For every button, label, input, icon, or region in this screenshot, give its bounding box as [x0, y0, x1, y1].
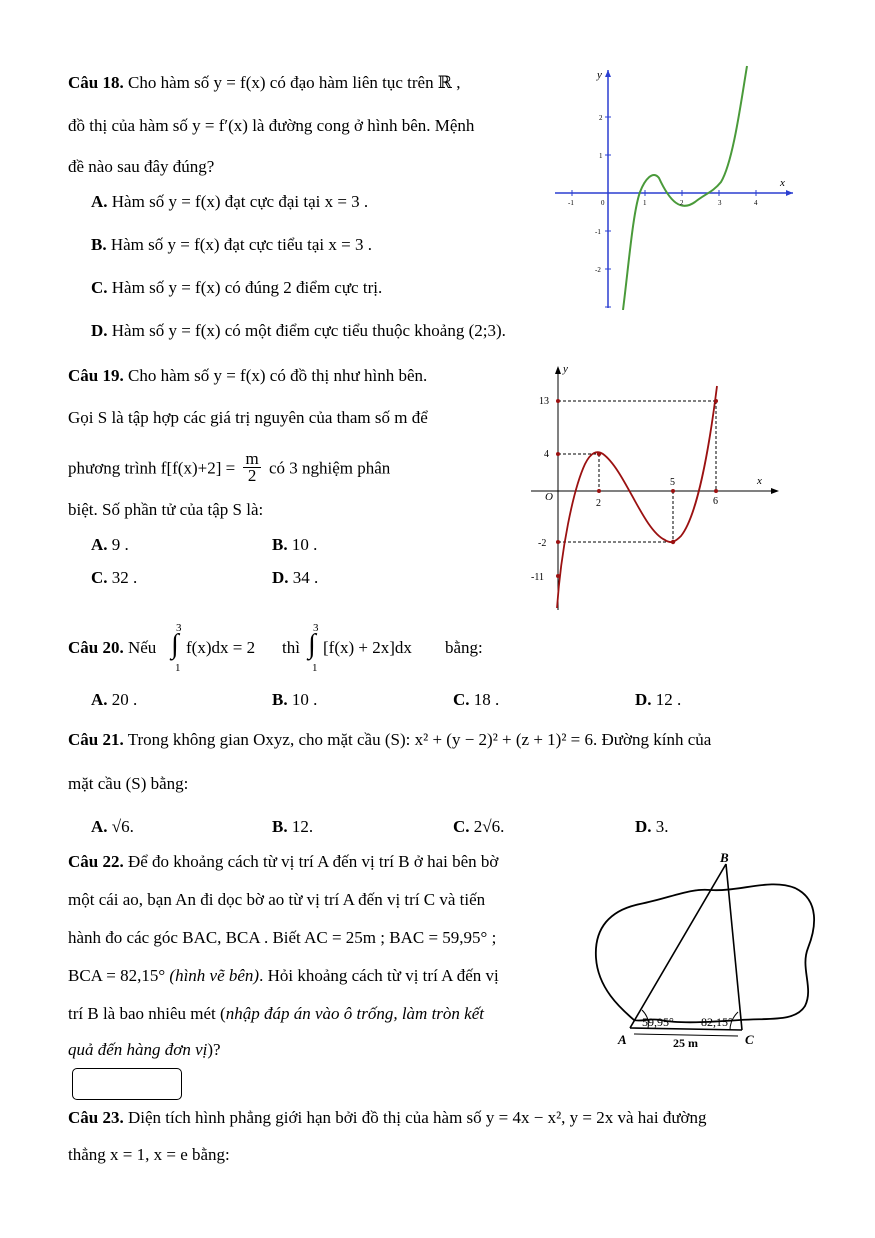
q19-option-b[interactable]: [272, 535, 317, 555]
q19-y-axis-label: y: [563, 363, 568, 375]
q18-x-tick-3: 3: [718, 199, 722, 207]
q20-option-c-text: 18 .: [473, 690, 500, 709]
q21-option-a-key: A.: [91, 817, 108, 836]
q20-option-d[interactable]: [635, 690, 681, 710]
q20-pre: Nếu: [127, 638, 157, 657]
q19-line1: [68, 366, 427, 386]
q18-line1: [68, 73, 460, 93]
q20-int1-lower: 1: [175, 662, 181, 674]
q18-option-d[interactable]: [91, 321, 506, 341]
q22-line5: [68, 1004, 484, 1024]
q18-option-a-text: Hàm số y = f(x) đạt cực đại tại x = 3 .: [111, 192, 369, 211]
q22-text-5b: nhập đáp án vào ô trống, làm tròn kết: [225, 1004, 484, 1023]
q18-x-tick-1: 1: [643, 199, 647, 207]
q19-option-a[interactable]: [91, 535, 129, 555]
q22-figure: [590, 848, 820, 1054]
q22-text-6a: quả đến hàng đơn vị: [68, 1040, 208, 1059]
q18-y-tick-2: 2: [599, 114, 603, 122]
q20-integral-1: [170, 622, 186, 672]
q19-x-axis-label: x: [757, 475, 762, 487]
q22-line3: hành đo các góc BAC, BCA . Biết AC = 25m ; BAC = 59,95° ;: [68, 928, 497, 947]
q19-point-4: [556, 452, 560, 456]
q20-option-a-key: A.: [91, 690, 108, 709]
q19-fraction-num: m: [245, 449, 259, 468]
q20-option-b-key: B.: [272, 690, 288, 709]
q22-pond: [596, 884, 814, 1022]
q20-line1: [68, 638, 156, 658]
q18-x-tick-0: 0: [601, 199, 605, 207]
q19-x-tick-5: 5: [670, 477, 675, 488]
q19-label: Câu 19.: [68, 366, 124, 385]
integral-sign-icon: ∫: [171, 629, 179, 660]
q18-option-c[interactable]: [91, 278, 382, 298]
q19-x-tick-6: 6: [713, 496, 718, 507]
q21-option-d-key: D.: [635, 817, 652, 836]
q19-y-arrow: [555, 366, 561, 374]
q21-option-a-text: √6.: [111, 817, 134, 836]
q20-option-b[interactable]: [272, 690, 317, 710]
q22-answer-input[interactable]: [72, 1068, 182, 1100]
q21-option-b[interactable]: [272, 817, 313, 837]
q18-text-1: Cho hàm số y = f(x) có đạo hàm liên tục trên ℝ ,: [127, 73, 461, 92]
q19-option-c-key: C.: [91, 568, 108, 587]
q19-line3: [68, 449, 391, 486]
q20-integrand-1: f(x)dx = 2: [186, 638, 256, 657]
q23-label: Câu 23.: [68, 1108, 124, 1127]
q19-point-13: [556, 399, 560, 403]
q22-text-5a: trí B là bao nhiêu mét (: [68, 1004, 226, 1023]
q19-x-arrow: [771, 488, 779, 494]
q18-line2: đồ thị của hàm số y = f′(x) là đường cong ở hình bên. Mệnh: [68, 116, 475, 135]
q21-option-b-text: 12.: [291, 817, 314, 836]
q20-option-c[interactable]: [453, 690, 499, 710]
q19-point-max: [597, 452, 601, 456]
q22-angle-c: 82,15°: [701, 1015, 733, 1029]
q22-side-ac: 25 m: [673, 1036, 698, 1050]
q20-option-a-text: 20 .: [111, 690, 138, 709]
q22-label-a: A: [618, 1032, 627, 1047]
q18-option-a-key: A.: [91, 192, 108, 211]
q19-option-c-text: 32 .: [111, 568, 138, 587]
q22-text-4c: . Hỏi khoảng cách từ vị trí A đến vị: [259, 966, 499, 985]
q22-label-b: B: [720, 850, 729, 865]
q21-option-b-key: B.: [272, 817, 288, 836]
q22-text-4b: (hình vẽ bên): [169, 966, 260, 985]
q19-option-b-key: B.: [272, 535, 288, 554]
q18-line3: đề nào sau đây đúng?: [68, 157, 215, 176]
q18-option-c-key: C.: [91, 278, 108, 297]
q19-point-x2: [597, 489, 601, 493]
q20-int2-lower: 1: [312, 662, 318, 674]
q19-option-a-key: A.: [91, 535, 108, 554]
q21-line2: mặt cầu (S) bằng:: [68, 774, 189, 793]
q22-label: Câu 22.: [68, 852, 124, 871]
q21-option-a[interactable]: [91, 817, 134, 837]
q22-label-c: C: [745, 1032, 754, 1047]
q18-x-tick-m1: -1: [568, 199, 574, 207]
q18-graph: [555, 62, 795, 310]
q19-option-d-key: D.: [272, 568, 289, 587]
q21-option-c[interactable]: [453, 817, 504, 837]
q18-option-b-key: B.: [91, 235, 107, 254]
q19-text-3a: phương trình f[f(x)+2] =: [68, 458, 236, 478]
q18-curve: [623, 66, 747, 310]
q19-fraction-den: 2: [247, 466, 257, 485]
q20-post: bằng:: [445, 638, 483, 657]
q18-option-d-key: D.: [91, 321, 108, 340]
q21-option-d-text: 3.: [655, 817, 669, 836]
q18-y-tick-m1: -1: [595, 228, 601, 236]
q19-graph: [525, 360, 785, 612]
q19-point-min: [671, 540, 675, 544]
q18-option-b[interactable]: [91, 235, 372, 255]
q21-text-1: Trong không gian Oxyz, cho mặt cầu (S): x² + (y − 2)² + (z + 1)² = 6. Đường kính của: [127, 730, 712, 749]
q20-option-d-text: 12 .: [655, 690, 682, 709]
q19-option-a-text: 9 .: [111, 535, 129, 554]
q19-point-x5: [671, 489, 675, 493]
q18-option-c-text: Hàm số y = f(x) có đúng 2 điểm cực trị.: [111, 278, 383, 297]
q20-integral-2: [307, 622, 323, 672]
q21-line1: [68, 730, 711, 750]
q19-line2: Gọi S là tập hợp các giá trị nguyên của tham số m để: [68, 408, 428, 427]
q19-y-tick-m11: -11: [531, 572, 544, 583]
q22-line-ab: [630, 864, 726, 1028]
q18-label: Câu 18.: [68, 73, 124, 92]
q19-y-tick-m2: -2: [538, 538, 547, 549]
q22-line4: [68, 966, 499, 986]
q19-option-c[interactable]: [91, 568, 137, 588]
q22-line6: [68, 1040, 221, 1060]
q19-text-1: Cho hàm số y = f(x) có đồ thị như hình bên.: [127, 366, 428, 385]
q22-line1: [68, 852, 498, 872]
q21-option-c-text: 2√6.: [473, 817, 505, 836]
q18-x-arrow: [786, 190, 793, 196]
q21-option-c-key: C.: [453, 817, 470, 836]
q22-line2: một cái ao, bạn An đi dọc bờ ao từ vị trí A đến vị trí C và tiến: [68, 890, 486, 909]
q22-angle-a: 59,95°: [642, 1015, 674, 1029]
q19-text-3b: có 3 nghiệm phân: [268, 458, 391, 478]
q22-text-4a: BCA = 82,15°: [68, 966, 166, 985]
q23-line2: thẳng x = 1, x = e bằng:: [68, 1145, 230, 1164]
q18-y-arrow: [605, 70, 611, 77]
q19-x-tick-2: 2: [596, 498, 601, 509]
q18-y-axis-label: y: [597, 69, 602, 81]
q21-label: Câu 21.: [68, 730, 124, 749]
q23-text-1: Diện tích hình phẳng giới hạn bởi đồ thị của hàm số y = 4x − x², y = 2x và hai đường: [127, 1108, 707, 1127]
q19-option-d[interactable]: [272, 568, 318, 588]
q19-point-m11: [556, 574, 560, 578]
q18-option-b-text: Hàm số y = f(x) đạt cực tiểu tại x = 3 .: [110, 235, 372, 254]
q22-text-6b: )?: [207, 1040, 221, 1059]
q20-label: Câu 20.: [68, 638, 124, 657]
q20-option-c-key: C.: [453, 690, 470, 709]
q18-y-tick-1: 1: [599, 152, 603, 160]
q22-text-1: Để đo khoảng cách từ vị trí A đến vị trí B ở hai bên bờ: [127, 852, 499, 871]
q20-mid: thì: [282, 638, 300, 657]
q18-option-d-text: Hàm số y = f(x) có một điểm cực tiểu thuộc khoảng (2;3).: [111, 321, 506, 340]
q23-line1: [68, 1108, 707, 1128]
q19-fraction: [243, 451, 260, 484]
q20-int1-upper: 3: [176, 622, 182, 634]
q18-x-tick-2: 2: [680, 199, 684, 207]
q20-int2-upper: 3: [313, 622, 319, 634]
q19-point-m2: [556, 540, 560, 544]
q19-y-tick-13: 13: [539, 396, 549, 407]
q21-option-d[interactable]: [635, 817, 669, 837]
q19-point-top: [714, 399, 718, 403]
q19-option-d-text: 34 .: [292, 568, 319, 587]
q19-curve: [557, 386, 717, 608]
q19-origin-label: O: [545, 491, 553, 503]
q19-point-x6: [714, 489, 718, 493]
q18-x-tick-4: 4: [754, 199, 758, 207]
q19-line4: biệt. Số phần tử của tập S là:: [68, 500, 264, 519]
q20-option-b-text: 10 .: [291, 690, 318, 709]
q18-x-axis-label: x: [780, 177, 785, 189]
q19-y-tick-4: 4: [544, 449, 549, 460]
q18-y-tick-m2: -2: [595, 266, 601, 274]
q19-option-b-text: 10 .: [291, 535, 318, 554]
integral-sign-icon: ∫: [308, 629, 316, 660]
q18-option-a[interactable]: [91, 192, 368, 212]
q20-integrand-2: [f(x) + 2x]dx: [323, 638, 412, 657]
q20-option-a[interactable]: [91, 690, 137, 710]
q20-option-d-key: D.: [635, 690, 652, 709]
